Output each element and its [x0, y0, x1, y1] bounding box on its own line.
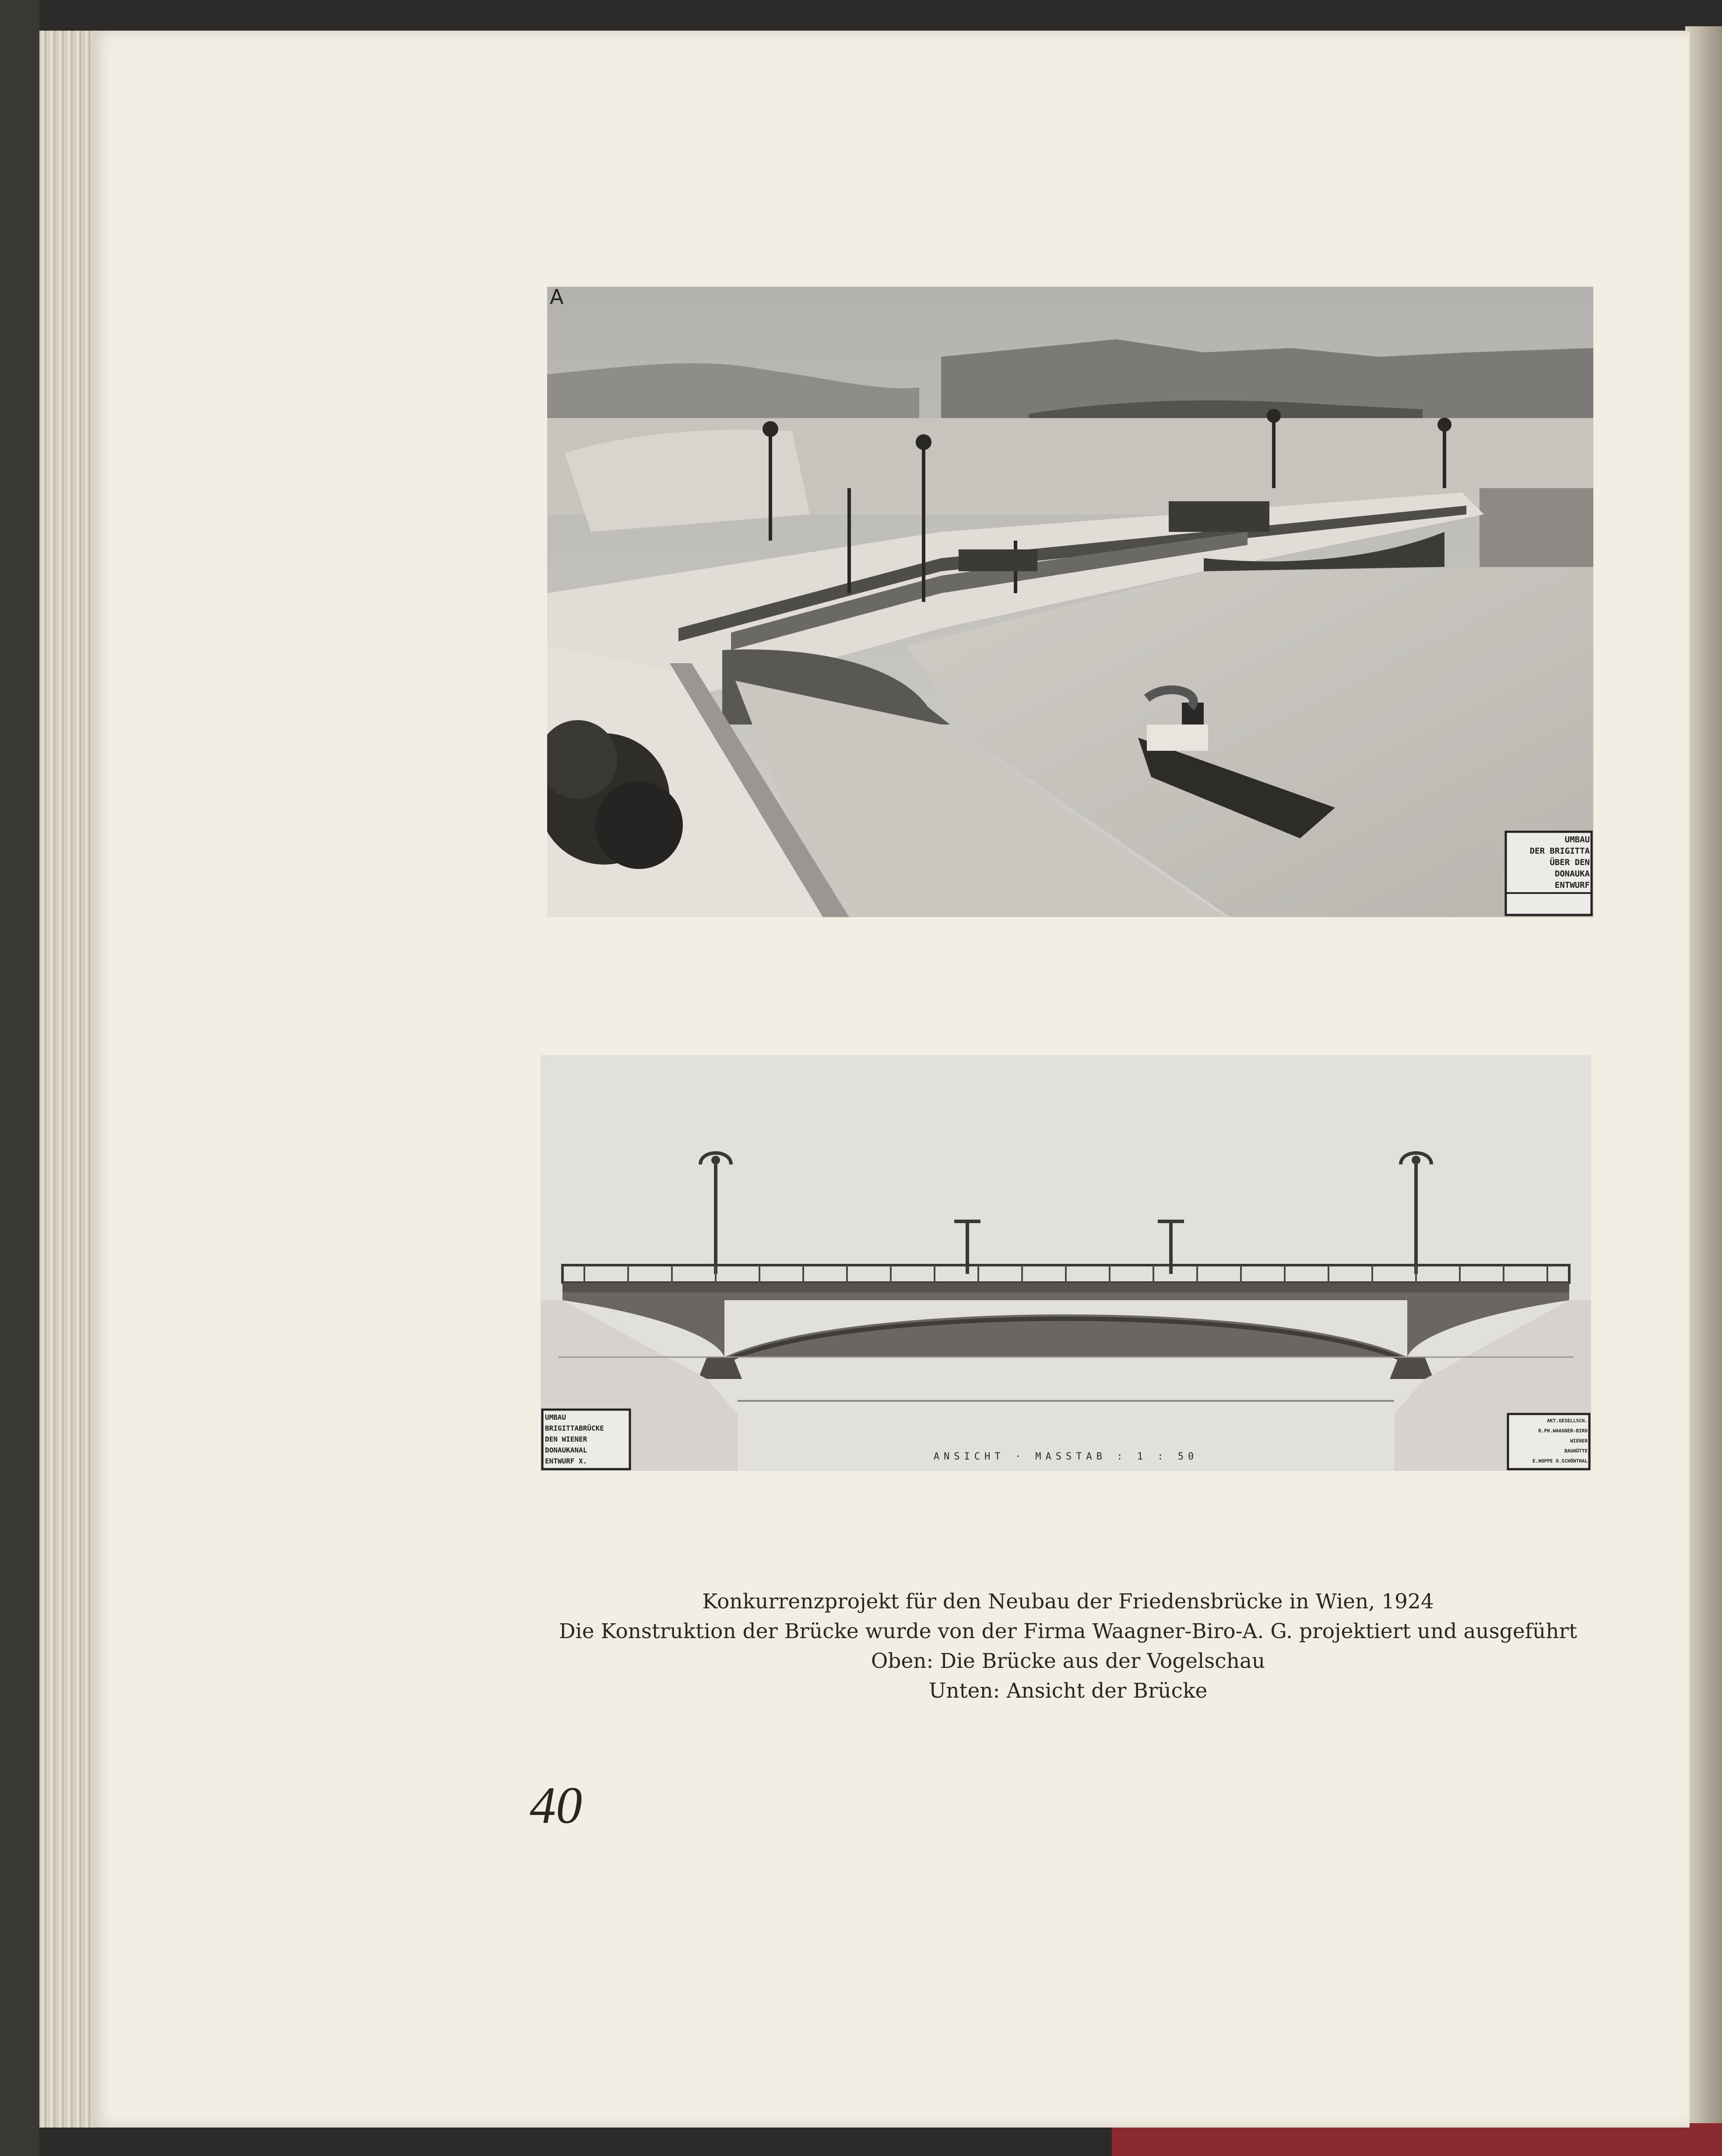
stamp-line: UMBAU: [545, 1413, 566, 1421]
scale-label: ANSICHT · MASSTAB : 1 : 50: [933, 1451, 1198, 1462]
stamp-line: R.PH.WAAGNER-BIRO: [1538, 1428, 1588, 1434]
bridge-birdseye-illustration: [547, 287, 1593, 917]
bottom-plate-left-stamp: [545, 1412, 628, 1467]
stamp-line: DONAUKA: [1554, 869, 1590, 879]
stamp-line: DER BRIGITTA: [1529, 846, 1590, 856]
bottom-plate-right-stamp: [1510, 1416, 1588, 1466]
stamp-line: WIENER: [1570, 1438, 1588, 1444]
book-cover-red: [1112, 2123, 1722, 2156]
page-number: 40: [530, 1776, 582, 1834]
bridge-elevation-drawing: [541, 1055, 1591, 1471]
stamp-line: BRIGITTABRÜCKE: [545, 1424, 604, 1432]
stamp-line: BAUHÜTTE: [1564, 1448, 1588, 1454]
caption-line: Konkurrenzprojekt für den Neubau der Friedensbrücke in Wien, 1924: [702, 1590, 1434, 1614]
book-page: [92, 31, 1690, 2128]
stamp-line: ÜBER DEN: [1550, 858, 1590, 867]
stamp-line: UMBAU: [1564, 835, 1590, 844]
birdseye-drawing: [547, 287, 1593, 917]
top-plate-stamp: [1509, 834, 1590, 891]
stamp-line: AKT.GESELLSCH.: [1547, 1418, 1588, 1424]
caption-line: Unten: Ansicht der Brücke: [928, 1679, 1208, 1703]
caption-line: Oben: Die Brücke aus der Vogelschau: [871, 1649, 1265, 1673]
corner-letter: A: [550, 287, 564, 309]
figure-caption: [446, 1587, 1690, 1706]
elevation-drawing: [541, 1055, 1591, 1471]
stamp-line: ENTWURF: [1554, 880, 1590, 890]
book-spine: [0, 0, 39, 2156]
stamp-line: DONAUKANAL: [545, 1446, 587, 1454]
book-cover-edge: [1685, 26, 1722, 2156]
stamp-line: E.HOPPE O.SCHÖNTHAL: [1532, 1458, 1588, 1464]
stamp-line: DEN WIENER: [545, 1435, 587, 1443]
page-edges: [39, 31, 101, 2128]
caption-line: Die Konstruktion der Brücke wurde von der Firma Waagner-Biro-A. G. projektiert und ausgeführt: [559, 1619, 1577, 1643]
stamp-line: ENTWURF X.: [545, 1457, 587, 1465]
